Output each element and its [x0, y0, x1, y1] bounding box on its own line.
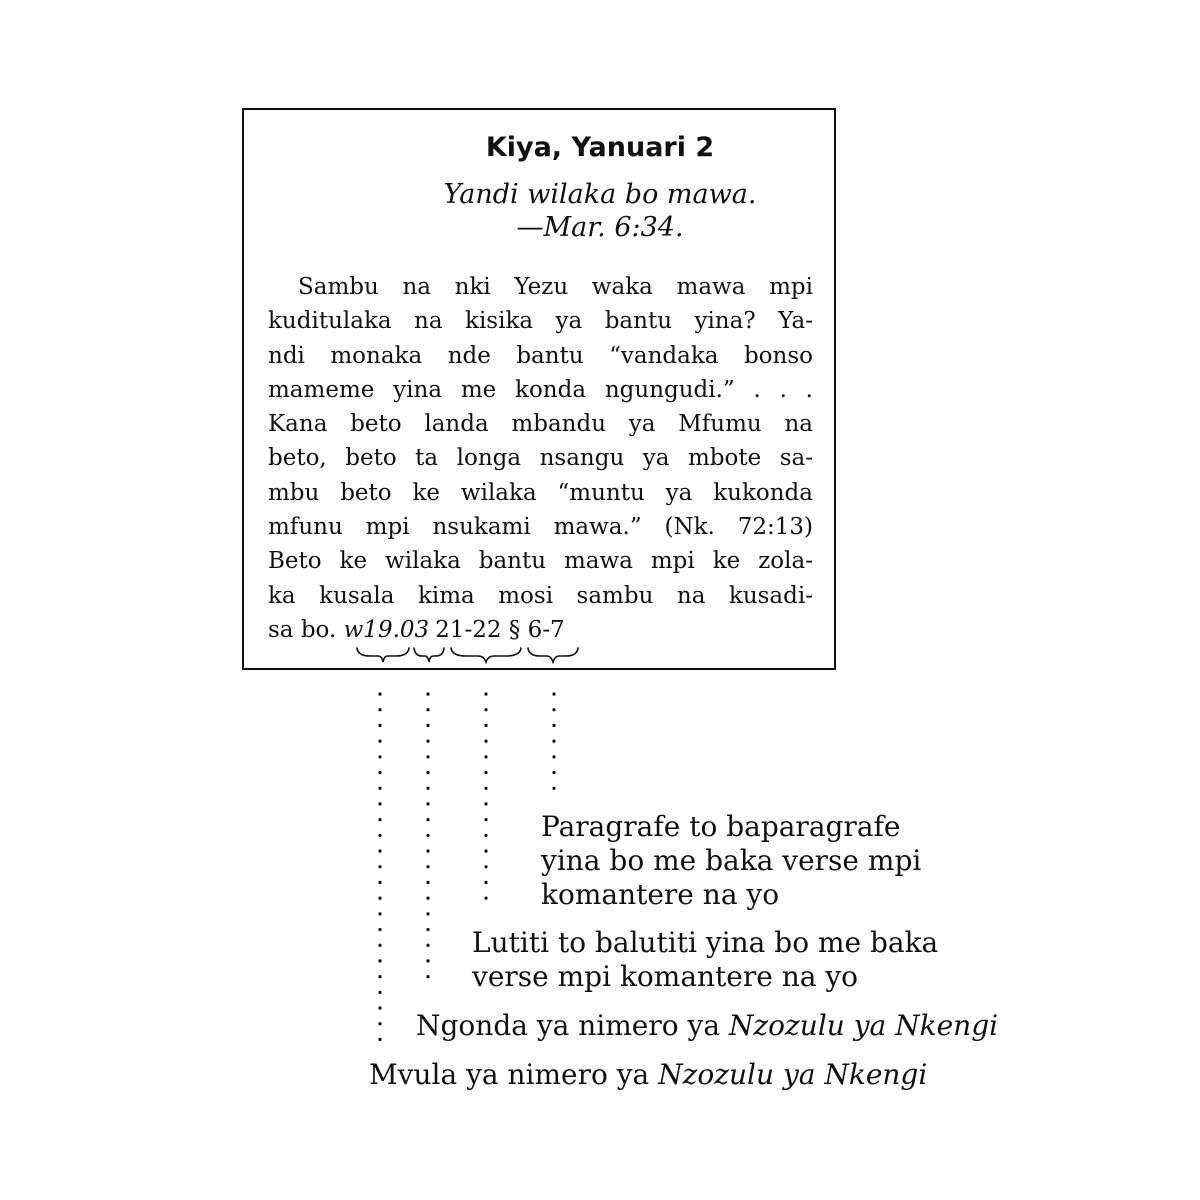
verse-line-2: —Mar. 6:34.	[516, 212, 684, 243]
ref-issue-month: .03	[392, 616, 430, 643]
verse-line-1: Yandi wilaka bo mawa.	[443, 179, 757, 210]
body-line: Beto ke wilaka bantu mawa mpi ke zola-	[268, 548, 813, 575]
label-year: Mvula ya nimero ya Nzozulu ya Nkengi	[369, 1058, 928, 1091]
body-line: ka kusala kima mosi sambu na kusadi-	[268, 582, 813, 609]
last-line-prefix: sa bo.	[268, 616, 337, 643]
brace-pages	[451, 648, 521, 662]
brace-paragraphs	[528, 648, 578, 662]
label-month: Ngonda ya nimero ya Nzozulu ya Nkengi	[416, 1009, 999, 1042]
ref-issue-year: w19	[343, 616, 393, 643]
card-heading: Kiya, Yanuari 2	[485, 132, 715, 163]
body-line: beto, beto ta longa nsangu ya mbote sa-	[268, 445, 813, 472]
body-line: ndi monaka nde bantu “vandaka bonso	[268, 342, 813, 369]
label-pages: Lutiti to balutiti yina bo me baka verse mpi komantere na yo	[472, 926, 939, 993]
body-line: mbu beto ke wilaka “muntu ya kukonda	[268, 479, 813, 506]
ref-paragraphs: § 6-7	[508, 616, 565, 643]
label-paragraphs: Paragrafe to baparagrafe yina bo me baka verse mpi komantere na yo	[541, 810, 922, 911]
body-line: mameme yina me konda ngungudi.” . . .	[268, 376, 813, 403]
body-line: kuditulaka na kisika ya bantu yina? Ya-	[268, 308, 813, 335]
body-line: Kana beto landa mbandu ya Mfumu na	[268, 411, 813, 438]
body-line: Sambu na nki Yezu waka mawa mpi	[298, 274, 813, 300]
brace-year	[357, 648, 409, 662]
body-line: mfunu mpi nsukami mawa.” (Nk. 72:13)	[268, 514, 813, 541]
brace-month	[414, 648, 444, 662]
ref-pages: 21-22	[435, 616, 502, 643]
